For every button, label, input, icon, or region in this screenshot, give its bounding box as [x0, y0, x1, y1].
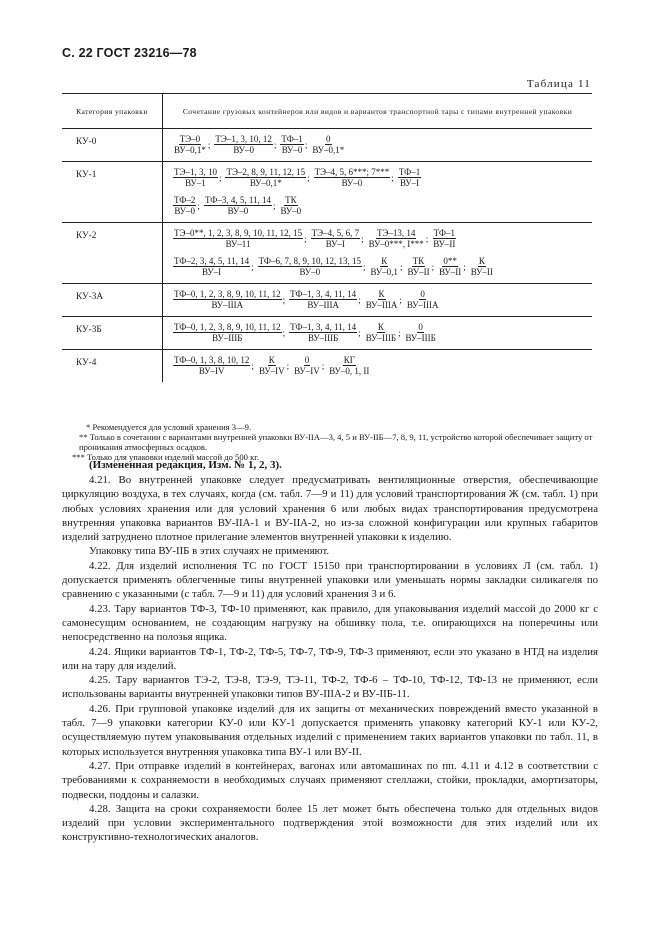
combination-cell — [163, 350, 593, 383]
separator: ; — [463, 262, 466, 272]
separator: ; — [197, 201, 200, 211]
container-variant: ТФ–1 — [433, 228, 456, 238]
amendment-note: (Измененная редакция, Изм. № 1, 2, 3). — [89, 459, 282, 471]
container-variant: К — [381, 256, 388, 266]
inner-packaging-type: ВУ–0, 1, II — [329, 366, 370, 376]
packaging-fraction — [173, 289, 282, 311]
packaging-fraction — [406, 256, 430, 278]
packaging-fraction — [280, 134, 303, 156]
packaging-fraction — [370, 256, 399, 278]
inner-packaging-type: ВУ–IIIА — [365, 300, 398, 310]
paragraph-4-21: 4.21. Во внутренней упаковке следует предусматривать вентиляционные отверстия, обеспечивающие циркуляцию воздуха, в тех случаях, когда (см. табл. 7—9 и 11) для условий транспортирования Ж (см. табл. 1) при любых условиях хранения или для условий хранения 6 или любых видах транспортирования предусмотрена внутренняя упаковка вариантов ВУ-IIА-1 и ВУ-IIА-2, но из-за сложной конфигурации или крупных габаритов изделий затруднено плотное прилегание элементов внутренней упаковки к изделию. — [62, 474, 598, 544]
container-variant: ТФ–3, 4, 5, 11, 14 — [204, 195, 272, 205]
separator: ; — [358, 328, 361, 338]
inner-packaging-type: ВУ–IIIБ — [405, 333, 436, 343]
body-text — [62, 473, 598, 845]
inner-packaging-type: ВУ–II — [433, 239, 456, 249]
footnotes — [62, 422, 598, 462]
separator: ; — [207, 140, 211, 150]
combination-line — [173, 322, 592, 344]
inner-packaging-type: ВУ–IIIА — [211, 300, 244, 310]
container-variant: 0 — [420, 289, 425, 299]
packaging-fraction — [365, 289, 399, 311]
packaging-fraction — [289, 289, 357, 311]
combination-line — [173, 195, 592, 217]
container-variant: ТФ–1, 3, 4, 11, 14 — [290, 289, 357, 299]
column-header-category: Категория упаковки — [62, 94, 163, 129]
inner-packaging-type: ВУ–0***, I*** — [368, 239, 424, 249]
paragraph-4-25: 4.25. Тару вариантов ТЭ-2, ТЭ-8, ТЭ-9, ТЭ-11, ТФ-2, ТФ-6 – ТФ-10, ТФ-12, ТФ-13 не применяют, если использованы варианты внутренней упаковки типов ВУ-IIIА-2 и ВУ-IIБ-11. — [62, 674, 598, 701]
packaging-fraction — [470, 256, 494, 278]
table-row — [62, 350, 592, 383]
container-variant: ТЭ–0 — [179, 134, 201, 144]
footnote-2: ** Только в сочетании с вариантами внутренней упаковки ВУ-IIА—3, 4, 5 и ВУ-IIБ—7, 8, 9, 11, устройство которой обеспечивает защиту от проникания атмосферных осадков. — [79, 432, 593, 452]
separator: ; — [282, 295, 286, 305]
container-variant: ТЭ–1, 3, 10 — [174, 167, 217, 177]
container-variant: К — [378, 289, 385, 299]
separator: ; — [273, 201, 276, 211]
inner-packaging-type: ВУ–0,1* — [249, 178, 282, 188]
container-variant: 0 — [326, 134, 331, 144]
container-variant: К — [478, 256, 485, 266]
combination-cell — [163, 129, 593, 162]
container-variant: ТК — [412, 256, 425, 266]
combination-line — [173, 355, 592, 377]
packaging-fraction — [173, 195, 196, 217]
inner-packaging-type: ВУ–0 — [280, 206, 302, 216]
inner-packaging-type: ВУ–0 — [341, 178, 363, 188]
table-caption: Таблица 11 — [526, 78, 591, 90]
combination-line — [173, 256, 592, 278]
container-variant: 0 — [304, 355, 310, 365]
category-cell: КУ-3А — [62, 284, 163, 317]
inner-packaging-type: ВУ–II — [407, 267, 430, 277]
packaging-table — [62, 93, 592, 382]
separator: ; — [425, 234, 429, 244]
table-row — [62, 162, 592, 223]
container-variant: К — [268, 355, 275, 365]
separator: ; — [273, 140, 277, 150]
container-variant: ТФ–2 — [174, 195, 196, 205]
combination-line — [173, 289, 592, 311]
inner-packaging-type: ВУ–I — [201, 267, 222, 277]
separator: ; — [361, 234, 364, 244]
container-variant: ТЭ–0**, 1, 2, 3, 8, 9, 10, 11, 12, 15 — [174, 228, 303, 238]
packaging-fraction — [406, 289, 440, 311]
inner-packaging-type: ВУ–0 — [233, 145, 254, 155]
packaging-fraction — [204, 195, 272, 217]
separator: ; — [321, 361, 325, 371]
container-variant: 0** — [443, 256, 457, 266]
inner-packaging-type: ВУ–IV — [198, 366, 225, 376]
container-variant: К — [377, 322, 384, 332]
container-variant: ТЭ–1, 3, 10, 12 — [215, 134, 272, 144]
packaging-fraction — [438, 256, 462, 278]
container-variant: ТЭ–2, 8, 9, 11, 12, 15 — [226, 167, 306, 177]
column-header-combination: Сочетание грузовых контейнеров или видов и вариантов транспортной тары с типами внутренней упаковки — [163, 94, 593, 129]
separator: ; — [251, 361, 254, 371]
container-variant: ТФ–1, 3, 4, 11, 14 — [290, 322, 357, 332]
inner-packaging-type: ВУ–IIIБ — [365, 333, 396, 343]
container-variant: ТФ–1 — [398, 167, 421, 177]
packaging-fraction — [368, 228, 425, 250]
paragraph-4-24: 4.24. Ящики вариантов ТФ-1, ТФ-2, ТФ-5, ТФ-7, ТФ-9, ТФ-3 применяют, если это указано в НТД на изделия или на тару для изделий. — [62, 645, 598, 672]
container-variant: ТФ–1 — [281, 134, 303, 144]
inner-packaging-type: ВУ–IIIБ — [307, 333, 339, 343]
container-variant: ТФ–6, 7, 8, 9, 10, 12, 13, 15 — [258, 256, 362, 266]
packaging-fraction — [173, 167, 218, 189]
inner-packaging-type: ВУ–II — [439, 267, 462, 277]
combination-line — [173, 228, 592, 250]
inner-packaging-type: ВУ–0,1* — [312, 145, 345, 155]
separator: ; — [391, 173, 394, 183]
table-body — [62, 129, 592, 383]
paragraph-4-28: 4.28. Защита на сроки сохраняемости более 15 лет может быть обеспечена только для отдельных видов изделий при условии экспериментального подтверждения этой возможности для этих изделий или их конструктивно-технологических аналогов. — [62, 802, 598, 844]
container-variant: ТЭ–4, 5, 6, 7 — [311, 228, 360, 238]
packaging-fraction — [311, 228, 360, 250]
packaging-fraction — [173, 228, 303, 250]
packaging-fraction — [432, 228, 456, 250]
separator: ; — [307, 173, 310, 183]
footnote-3: *** Только для упаковки изделий массой до 500 кг. — [72, 452, 259, 462]
packaging-fraction — [173, 322, 282, 344]
packaging-fraction — [293, 355, 321, 377]
table-row — [62, 284, 592, 317]
category-cell: КУ-2 — [62, 223, 163, 284]
separator: ; — [218, 173, 222, 183]
separator: ; — [282, 328, 286, 338]
separator: ; — [286, 361, 290, 371]
inner-packaging-type: ВУ–0 — [227, 206, 249, 216]
container-variant: ТФ–0, 1, 2, 3, 8, 9, 10, 11, 12 — [174, 322, 281, 332]
inner-packaging-type: ВУ–0 — [174, 206, 196, 216]
packaging-fraction — [398, 167, 421, 189]
separator: ; — [304, 140, 308, 150]
packaging-fraction — [258, 256, 362, 278]
separator: ; — [399, 295, 402, 305]
category-cell: КУ-0 — [62, 129, 163, 162]
inner-packaging-type: ВУ–I — [325, 239, 345, 249]
packaging-fraction — [289, 322, 357, 344]
packaging-fraction — [280, 195, 303, 217]
container-variant: 0 — [418, 322, 423, 332]
packaging-fraction — [405, 322, 437, 344]
combination-cell — [163, 223, 593, 284]
packaging-fraction — [311, 134, 345, 156]
separator: ; — [304, 234, 307, 244]
container-variant: КГ — [343, 355, 355, 365]
table-row — [62, 223, 592, 284]
inner-packaging-type: ВУ–0 — [281, 145, 303, 155]
inner-packaging-type: ВУ–1 — [185, 178, 206, 188]
packaging-fraction — [314, 167, 391, 189]
packaging-fraction — [365, 322, 397, 344]
inner-packaging-type: ВУ–IV — [294, 366, 320, 376]
inner-packaging-type: ВУ–IV — [258, 366, 285, 376]
category-cell: КУ-3Б — [62, 317, 163, 350]
container-variant: ТК — [285, 195, 297, 205]
packaging-fraction — [173, 355, 250, 377]
inner-packaging-type: ВУ–I — [399, 178, 420, 188]
combination-cell — [163, 317, 593, 350]
packaging-fraction — [173, 256, 250, 278]
separator: ; — [251, 262, 254, 272]
table-row — [62, 129, 592, 162]
inner-packaging-type: ВУ–0,1* — [174, 145, 206, 155]
container-variant: ТФ–0, 1, 3, 8, 10, 12 — [174, 355, 250, 365]
inner-packaging-type: ВУ–IIIБ — [212, 333, 243, 343]
container-variant: ТЭ–4, 5, 6***; 7*** — [314, 167, 390, 177]
footnote-1: * Рекомендуется для условий хранения 3—9. — [86, 422, 252, 432]
category-cell: КУ-4 — [62, 350, 163, 383]
container-variant: ТФ–2, 3, 4, 5, 11, 14 — [174, 256, 250, 266]
combination-line — [173, 167, 592, 189]
separator: ; — [363, 262, 366, 272]
packaging-fraction — [328, 355, 370, 377]
paragraph-4-23: 4.23. Тару вариантов ТФ-3, ТФ-10 применяют, как правило, для упаковывания изделий массой до 2000 кг с самонесущим основанием, не создающим нагрузку на обшивку пола, т.е. опирающихся на поперечины или непосредственно на полозья ящика. — [62, 602, 598, 644]
page-header: С. 22 ГОСТ 23216—78 — [62, 46, 197, 60]
inner-packaging-type: ВУ–IIIА — [406, 300, 439, 310]
combination-line — [173, 134, 592, 156]
container-variant: ТЭ–13, 14 — [376, 228, 416, 238]
packaging-fraction — [258, 355, 286, 377]
inner-packaging-type: ВУ–II — [470, 267, 493, 277]
container-variant: ТФ–0, 1, 2, 3, 8, 9, 10, 11, 12 — [174, 289, 281, 299]
packaging-fraction — [214, 134, 272, 156]
inner-packaging-type: ВУ–0,1 — [370, 267, 398, 277]
packaging-fraction — [225, 167, 306, 189]
paragraph-note: Упаковку типа ВУ-IIБ в этих случаях не применяют. — [89, 545, 330, 558]
separator: ; — [358, 295, 361, 305]
separator: ; — [431, 262, 435, 272]
paragraph-4-26: 4.26. При групповой упаковке изделий для их защиты от механических повреждений вместо указанной в табл. 7—9 упаковки категории КУ-0 или КУ-1 допускается применять упаковку категорий КУ-1 или КУ-2, осуществляемую путем упаковывания отдельных изделий с применением таких вариантов упаковки по табл. 11, в которых используется внутренняя упаковка типа ВУ-1 или ВУ-II. — [62, 702, 598, 758]
packaging-fraction — [173, 134, 207, 156]
paragraph-4-22: 4.22. Для изделий исполнения ТС по ГОСТ 15150 при транспортировании в условиях Л (см. табл. 1) допускается применять облегченные типы внутренней упаковки или уменьшать нормы закладки силикагеля по сравнению с указанными (с табл. 7—9 и 11) для условий хранения 3 и 6. — [62, 559, 598, 601]
paragraph-4-27: 4.27. При отправке изделий в контейнерах, вагонах или автомашинах по пп. 4.11 и 4.12 в соответствии с требованиями к сохраняемости в необходимых случаях применяют стеллажи, стойки, прокладки, амортизаторы, подвески, поддоны и салазки. — [62, 759, 598, 801]
inner-packaging-type: ВУ–0 — [299, 267, 321, 277]
combination-cell — [163, 162, 593, 223]
combination-cell — [163, 284, 593, 317]
inner-packaging-type: ВУ–IIIА — [307, 300, 339, 310]
table-row — [62, 317, 592, 350]
inner-packaging-type: ВУ–11 — [225, 239, 251, 249]
category-cell: КУ-1 — [62, 162, 163, 223]
separator: ; — [398, 328, 401, 338]
separator: ; — [399, 262, 403, 272]
